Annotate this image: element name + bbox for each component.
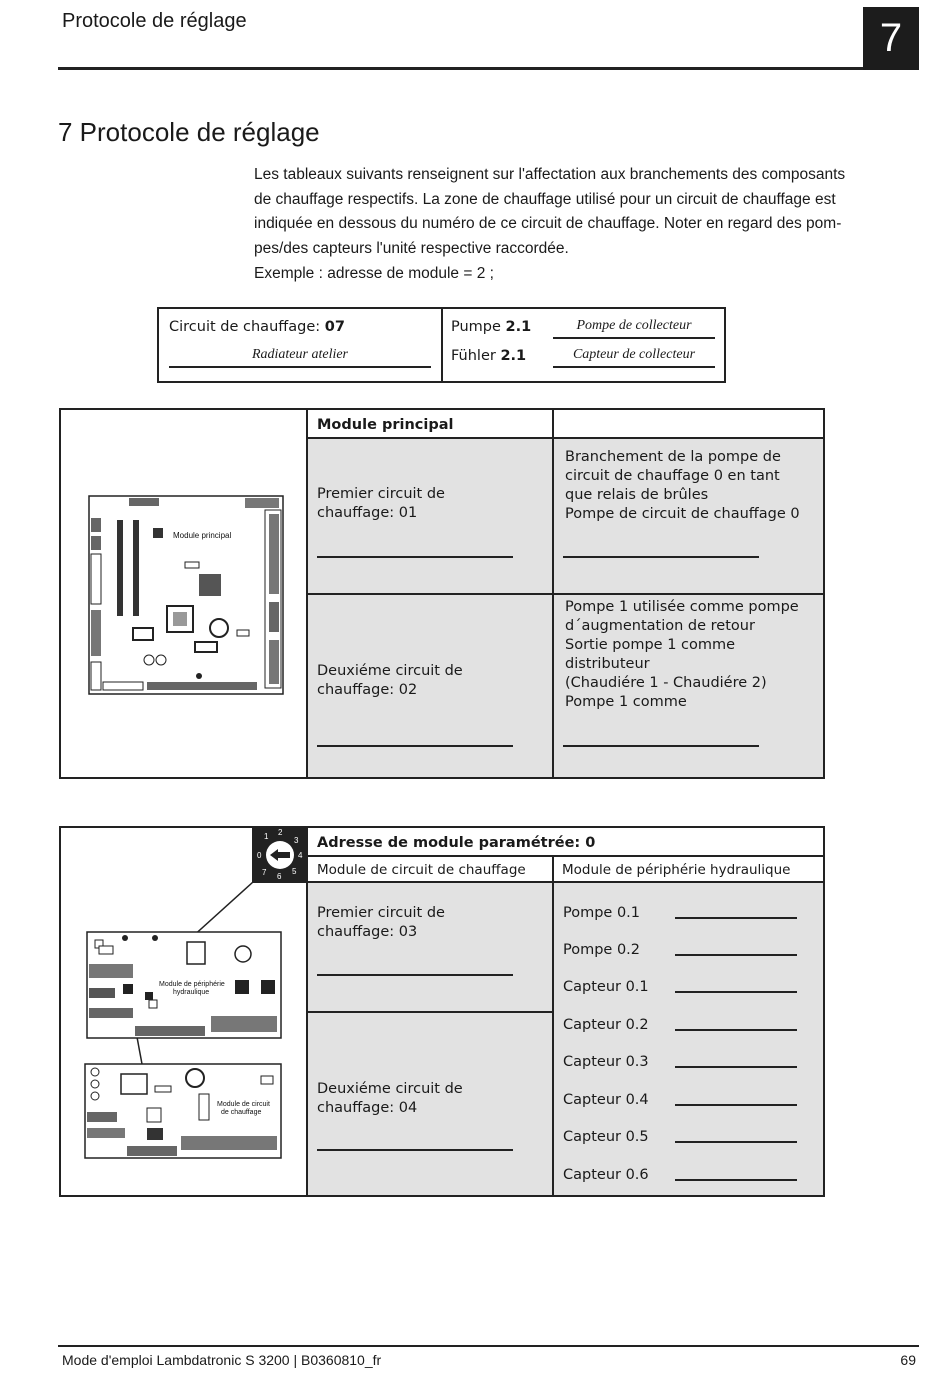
- row-divider: [306, 1011, 553, 1013]
- example-pump: [451, 319, 531, 335]
- module-boards-diagram: [61, 828, 307, 1195]
- dial-number: 5: [292, 867, 297, 876]
- list-item-capteur-0-2: Capteur 0.2: [563, 1017, 649, 1033]
- blank-line: [675, 954, 797, 956]
- cell-line: chauffage: 01: [317, 505, 418, 521]
- example-circuit: [169, 319, 345, 335]
- cell-line: que relais de brûles: [565, 487, 709, 503]
- board-label: Module principal: [173, 531, 232, 540]
- table2-row2-left: [317, 1080, 463, 1118]
- table1-row2-left: [317, 662, 463, 700]
- table2-header: Adresse de module paramétrée: 0: [317, 835, 596, 851]
- intro-line: pes/des capteurs l'unité respective raccordée.: [254, 239, 569, 257]
- page-number: 69: [900, 1352, 916, 1368]
- cell-line: Deuxiéme circuit de: [317, 1081, 463, 1097]
- table1-row2-right: [565, 598, 799, 712]
- example-circuit-line: [169, 366, 431, 368]
- page-title: 7 Protocole de réglage: [58, 117, 320, 147]
- dial-number: 4: [298, 851, 303, 860]
- board-label: de chauffage: [221, 1109, 262, 1116]
- dial-number: 6: [277, 872, 282, 881]
- table1-header: Module principal: [317, 417, 454, 433]
- example-box: [157, 307, 726, 383]
- dial-number: 0: [257, 851, 262, 860]
- table2-col-left-header: Module de circuit de chauffage: [317, 862, 526, 878]
- board-label: hydraulique: [173, 989, 210, 996]
- blank-line: [317, 974, 513, 976]
- blank-line: [675, 991, 797, 993]
- example-pump-value: 2.1: [505, 319, 532, 335]
- blank-line: [563, 556, 759, 558]
- example-sensor-handwriting: Capteur de collecteur: [572, 347, 696, 362]
- intro-line: de chauffage respectifs. La zone de chauffage utilisé pour un circuit de chauffage est: [254, 190, 836, 208]
- blank-line: [317, 556, 513, 558]
- chapter-number-box: 7: [863, 7, 919, 70]
- cell-line: Branchement de la pompe de: [565, 449, 781, 465]
- main-module-table: [59, 408, 825, 779]
- example-pump-label: Pumpe: [451, 319, 506, 335]
- dial-number: 2: [278, 828, 283, 837]
- intro-paragraph: [254, 163, 919, 261]
- example-circuit-value: 07: [324, 319, 345, 335]
- list-item-pompe-0-2: Pompe 0.2: [563, 942, 641, 958]
- module-address-table: [59, 826, 825, 1197]
- example-box-divider: [441, 309, 443, 381]
- main-module-board-diagram: [87, 494, 287, 700]
- blank-line: [675, 1141, 797, 1143]
- cell-line: Deuxiéme circuit de: [317, 663, 463, 679]
- cell-line: Premier circuit de: [317, 486, 445, 502]
- example-sensor: [451, 348, 526, 364]
- footer-rule: [58, 1345, 919, 1347]
- cell-line: chauffage: 02: [317, 682, 418, 698]
- footer-document-title: Mode d'emploi Lambdatronic S 3200 | B0360810_fr: [62, 1352, 382, 1368]
- dial-number: 7: [262, 868, 267, 877]
- cell-line: d´augmentation de retour: [565, 618, 755, 634]
- example-label: Exemple : adresse de module = 2 ;: [254, 265, 494, 282]
- row-divider: [306, 593, 823, 595]
- dial-number: 1: [264, 832, 269, 841]
- example-sensor-value: 2.1: [500, 348, 527, 364]
- cell-line: chauffage: 03: [317, 924, 418, 940]
- blank-line: [675, 1179, 797, 1181]
- board-label: Module de périphérie: [159, 981, 225, 988]
- cell-line: Pompe 1 utilisée comme pompe: [565, 599, 799, 615]
- table2-row1-left: [317, 904, 445, 942]
- blank-line: [675, 1029, 797, 1031]
- cell-line: distributeur: [565, 656, 650, 672]
- running-header: Protocole de réglage: [62, 10, 247, 32]
- table2-col-right-header: Module de périphérie hydraulique: [562, 862, 791, 878]
- intro-line: Les tableaux suivants renseignent sur l'affectation aux branchements des composants: [254, 166, 846, 183]
- intro-line: indiquée en dessous du numéro de ce circuit de chauffage. Noter en regard des pom-: [254, 215, 842, 232]
- example-sensor-label: Fühler: [451, 348, 501, 364]
- example-circuit-handwriting: Radiateur atelier: [251, 347, 349, 362]
- list-item-pompe-0-1: Pompe 0.1: [563, 905, 641, 921]
- list-item-capteur-0-5: Capteur 0.5: [563, 1129, 649, 1145]
- cell-line: circuit de chauffage 0 en tant: [565, 468, 780, 484]
- dial-number: 3: [294, 836, 299, 845]
- cell-line: Premier circuit de: [317, 905, 445, 921]
- blank-line: [317, 745, 513, 747]
- cell-line: chauffage: 04: [317, 1100, 418, 1116]
- row-divider: [306, 855, 823, 857]
- cell-line: Pompe 1 comme: [565, 694, 687, 710]
- list-item-capteur-0-1: Capteur 0.1: [563, 979, 649, 995]
- list-item-capteur-0-6: Capteur 0.6: [563, 1167, 649, 1183]
- header-rule: [58, 67, 864, 70]
- list-item-capteur-0-3: Capteur 0.3: [563, 1054, 649, 1070]
- example-pump-handwriting: Pompe de collecteur: [576, 318, 692, 333]
- blank-line: [675, 1104, 797, 1106]
- row-divider: [306, 437, 823, 439]
- board-label: Module de circuit: [217, 1101, 270, 1108]
- row-divider: [306, 881, 823, 883]
- blank-line: [563, 745, 759, 747]
- blank-line: [675, 1066, 797, 1068]
- cell-line: (Chaudiére 1 - Chaudiére 2): [565, 675, 767, 691]
- table1-row1-right: [565, 448, 800, 524]
- blank-line: [675, 917, 797, 919]
- list-item-capteur-0-4: Capteur 0.4: [563, 1092, 649, 1108]
- example-circuit-label: Circuit de chauffage:: [169, 319, 325, 335]
- example-pump-line: [553, 337, 715, 339]
- blank-line: [317, 1149, 513, 1151]
- cell-line: Sortie pompe 1 comme: [565, 637, 736, 653]
- example-sensor-line: [553, 366, 715, 368]
- cell-line: Pompe de circuit de chauffage 0: [565, 506, 800, 522]
- table1-row1-left: [317, 485, 445, 523]
- column-divider: [552, 856, 554, 1195]
